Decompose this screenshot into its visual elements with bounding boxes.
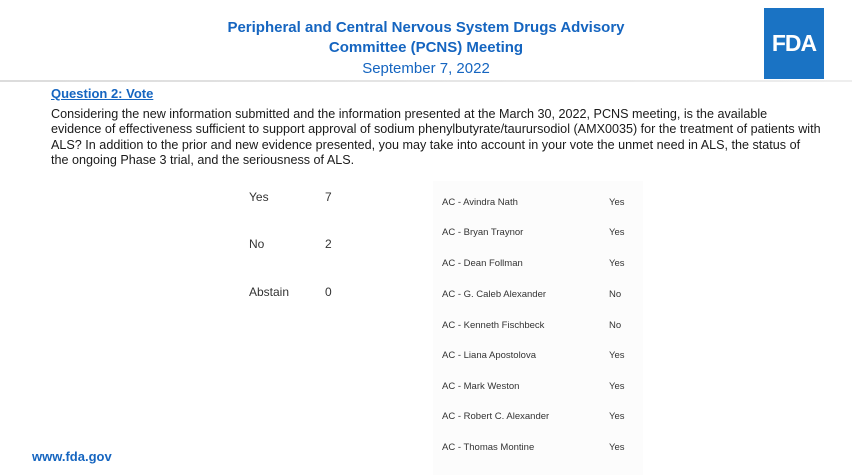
vote-row [433, 310, 643, 341]
member-name: AC - Mark Weston [442, 381, 520, 392]
member-vote: Yes [609, 258, 625, 269]
member-name: AC - Dean Follman [442, 258, 523, 269]
question-text: Considering the new information submitted and the information presented at the March 30, 2022, PCNS meeting, is the available evidence of effectiveness sufficient to support approval of sodium phenylbutyrate/taurursodiol (AMX0035) for the treatment of patients with ALS? In addition to the prior and new evidence presented, you may take into account in your vote the unmet need in ALS, the status of the ongoing Phase 3 trial, and the seriousness of ALS. [51, 107, 821, 168]
header-divider [0, 80, 852, 82]
member-vote: Yes [609, 411, 625, 422]
member-vote: Yes [609, 381, 625, 392]
member-vote: Yes [609, 227, 625, 238]
member-name: AC - Bryan Traynor [442, 227, 524, 238]
member-name: AC - Kenneth Fischbeck [442, 320, 545, 331]
tally-label: No [249, 237, 265, 251]
slide-title-line-1: Peripheral and Central Nervous System Drugs Advisory [227, 19, 625, 36]
member-name: AC - G. Caleb Alexander [442, 289, 547, 300]
member-name: AC - Liana Apostolova [442, 350, 537, 361]
tally-label: Abstain [249, 285, 290, 299]
footer-website-link[interactable]: www.fda.gov [32, 449, 112, 464]
vote-row [433, 279, 643, 310]
tally-count: 0 [325, 285, 332, 299]
member-name: AC - Avindra Nath [442, 197, 518, 208]
member-vote: No [609, 289, 622, 300]
question-heading: Question 2: Vote [51, 86, 154, 101]
slide-header [0, 18, 852, 80]
member-name: AC - Robert C. Alexander [442, 411, 550, 422]
vote-row [433, 401, 643, 432]
vote-row [433, 340, 643, 371]
vote-row [433, 432, 643, 463]
vote-row [433, 248, 643, 279]
individual-votes-table [433, 181, 643, 475]
fda-logo: FDA [764, 8, 824, 79]
tally-count: 7 [325, 190, 332, 204]
tally-label: Yes [249, 190, 269, 204]
member-vote: Yes [609, 442, 625, 453]
vote-row [433, 217, 643, 248]
slide-title-line-2: Committee (PCNS) Meeting [328, 39, 524, 56]
member-vote: No [609, 320, 622, 331]
vote-row [433, 371, 643, 402]
vote-row [433, 187, 643, 218]
member-vote: Yes [609, 197, 625, 208]
member-vote: Yes [609, 350, 625, 361]
member-name: AC - Thomas Montine [442, 442, 535, 453]
meeting-date: September 7, 2022 [362, 60, 490, 77]
tally-count: 2 [325, 237, 332, 251]
